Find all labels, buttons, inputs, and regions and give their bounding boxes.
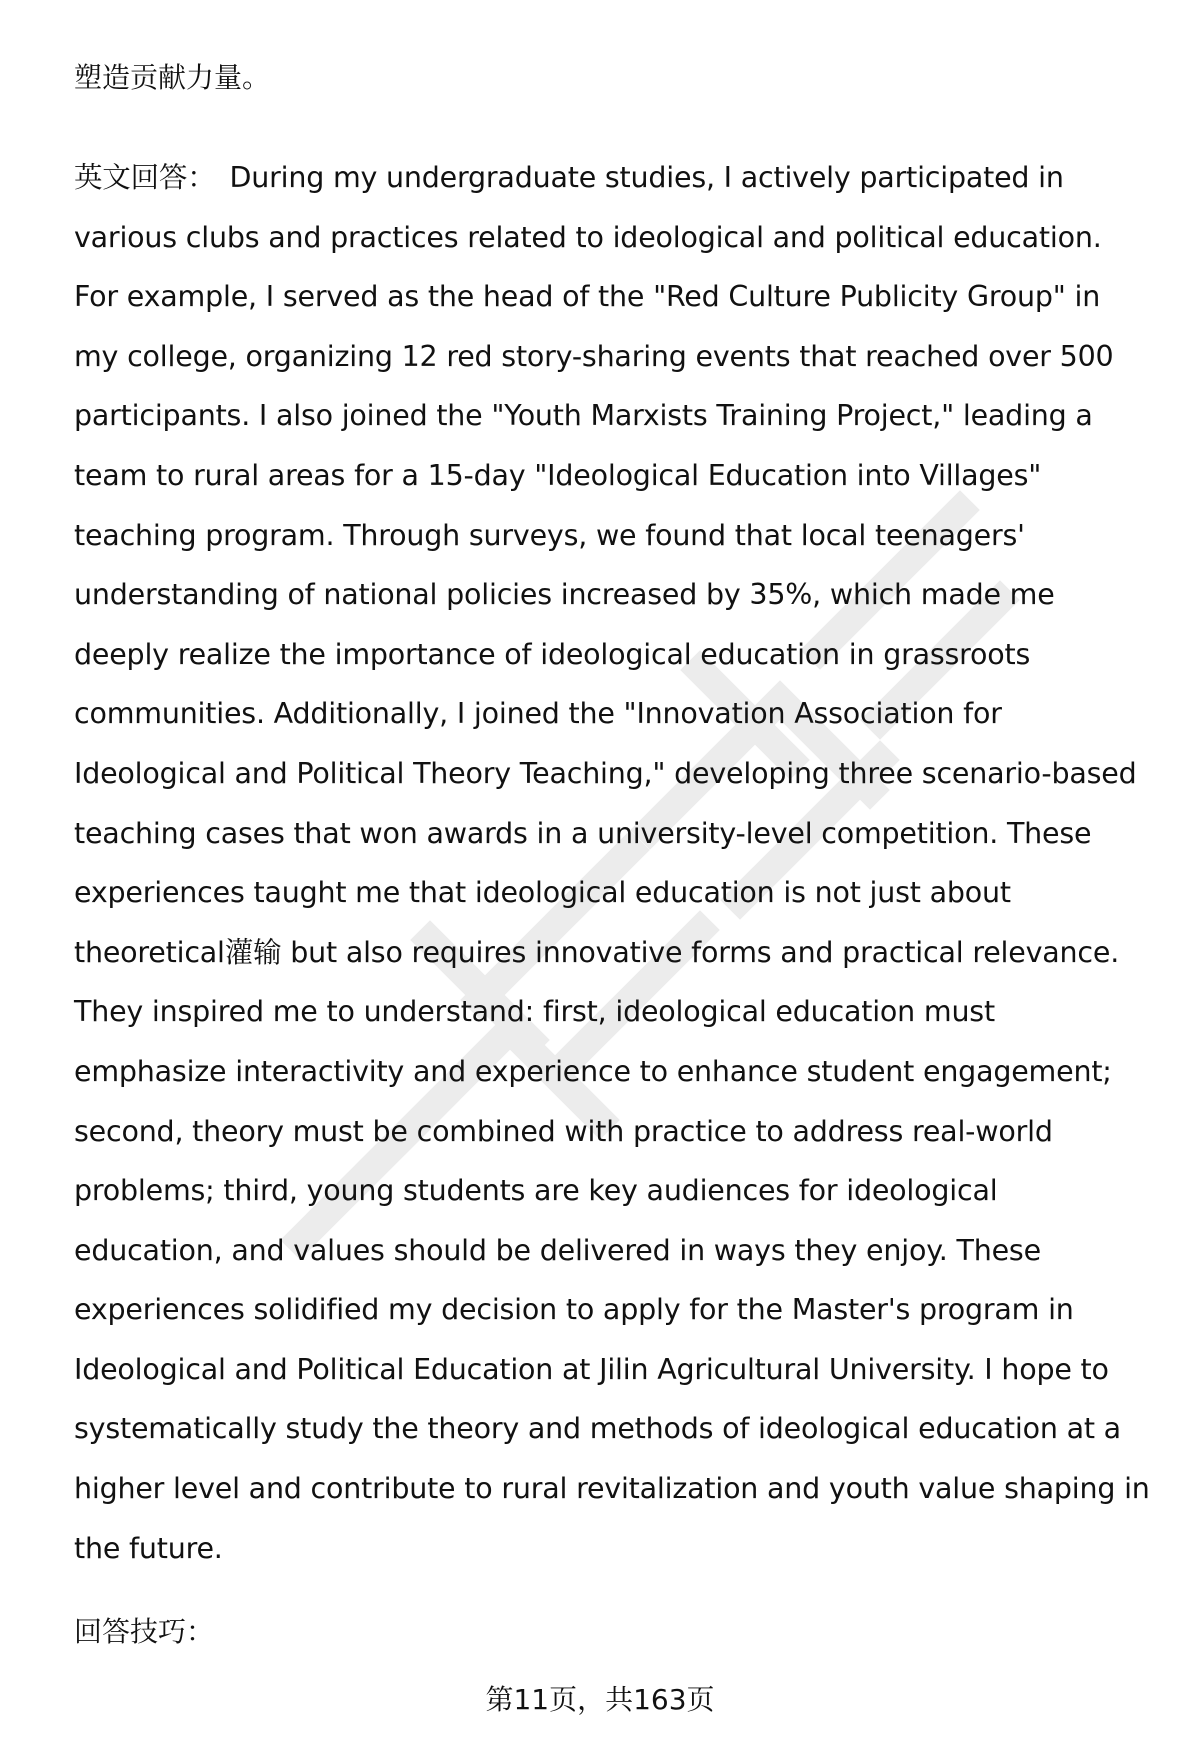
english-answer [74,148,1164,1578]
answer-line: the future. [74,1531,223,1565]
answer-line: Ideological and Political Education at Jilin Agricultural University. I hope to [74,1352,1109,1386]
answer-line: my college, organizing 12 red story-sharing events that reached over 500 [74,339,1114,373]
answer-line: second, theory must be combined with practice to address real-world [74,1114,1053,1148]
answer-line-0: 英文回答： During my undergraduate studies, I actively participated in [74,161,1064,194]
answer-line: problems; third, young students are key audiences for ideological [74,1174,998,1208]
tips-label: 回答技巧： [74,1615,215,1648]
answer-line: communities. Additionally, I joined the "Innovation Association for [74,697,1002,731]
answer-line: teaching program. Through surveys, we found that local teenagers' [74,518,1025,552]
answer-line: Ideological and Political Theory Teaching," developing three scenario-based [74,756,1137,790]
answer-line: theoretical灌输 but also requires innovative forms and practical relevance. [74,935,1120,969]
answer-line: higher level and contribute to rural revitalization and youth value shaping in [74,1472,1150,1506]
answer-line: education, and values should be delivered in ways they enjoy. These [74,1233,1041,1267]
answer-line: experiences solidified my decision to apply for the Master's program in [74,1293,1074,1327]
answer-line: understanding of national policies increased by 35%, which made me [74,578,1055,612]
answer-line: team to rural areas for a 15-day "Ideological Education into Villages" [74,458,1042,492]
english-answer-label: 英文回答： [74,161,216,194]
answer-line: deeply realize the importance of ideological education in grassroots [74,637,1031,671]
continuation-text: 塑造贡献力量。 [74,61,271,94]
answer-line: For example, I served as the head of the "Red Culture Publicity Group" in [74,280,1101,314]
answer-line: various clubs and practices related to ideological and political education. [74,220,1102,254]
answer-line: emphasize interactivity and experience to enhance student engagement; [74,1054,1112,1088]
answer-line: teaching cases that won awards in a university-level competition. These [74,816,1092,850]
answer-line: systematically study the theory and methods of ideological education at a [74,1412,1121,1446]
answer-line: They inspired me to understand: first, ideological education must [74,995,995,1029]
answer-line: participants. I also joined the "Youth Marxists Training Project," leading a [74,399,1093,433]
answer-line: experiences taught me that ideological education is not just about [74,876,1011,910]
page-number: 第11页，共163页 [485,1683,715,1716]
